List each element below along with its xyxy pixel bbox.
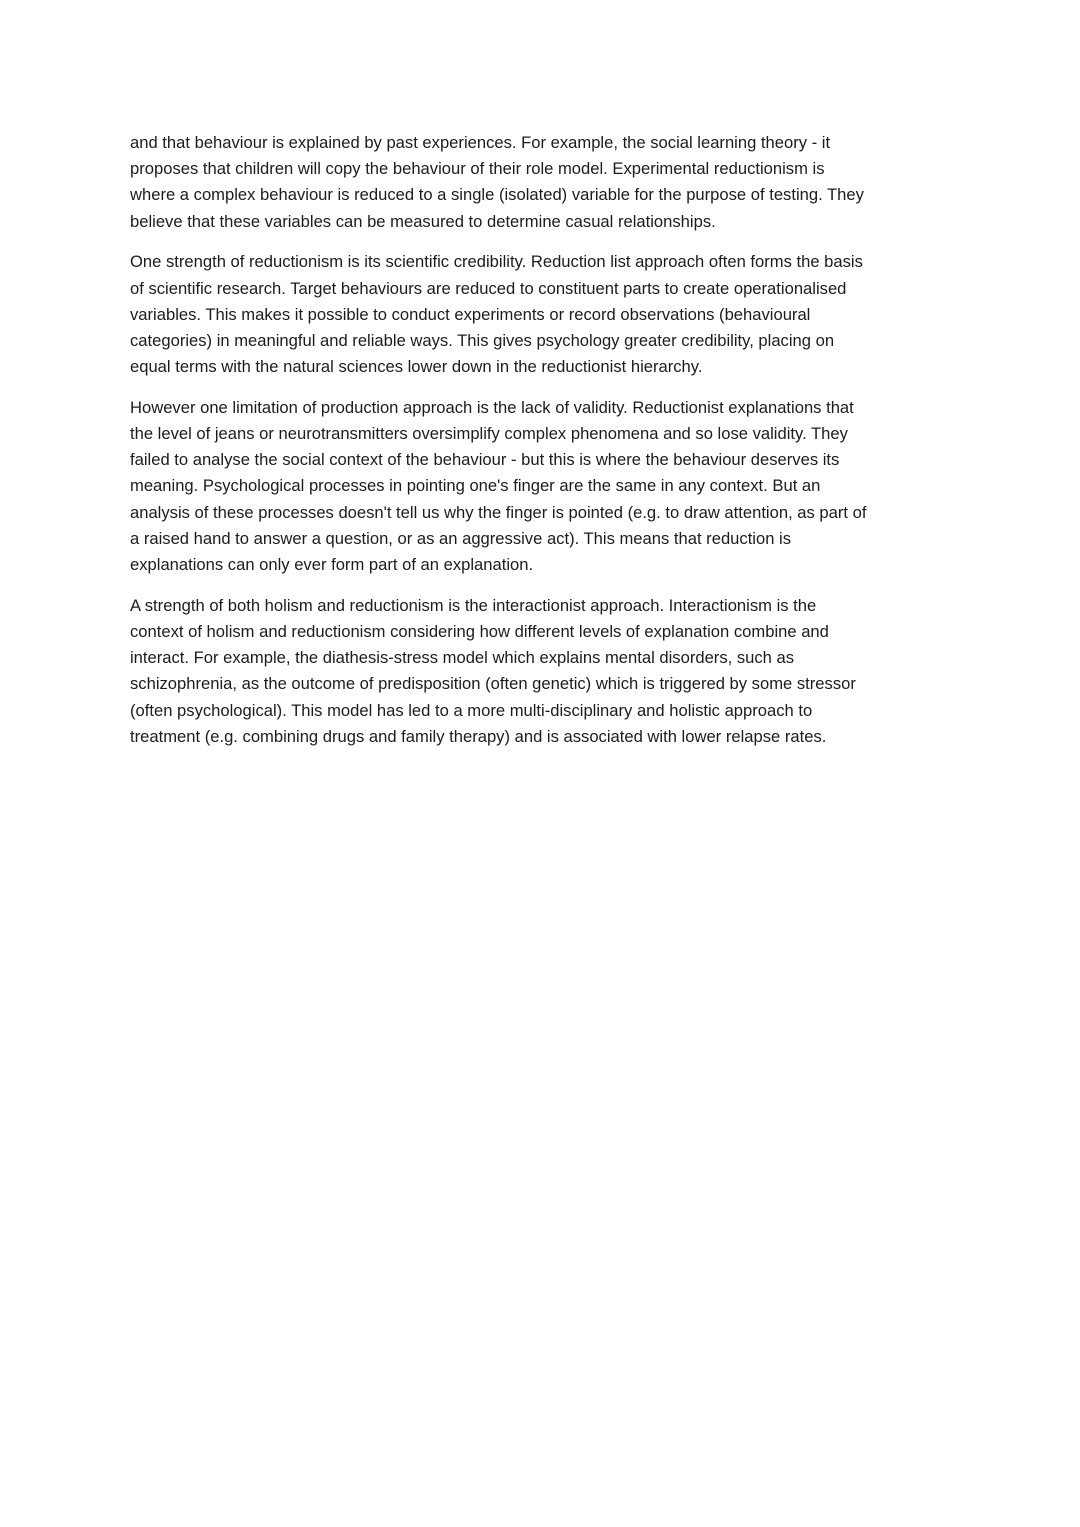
text-line: A strength of both holism and reductionism is the interactionist approach. Interactionism is the xyxy=(130,595,817,615)
text-line: the level of jeans or neurotransmitters oversimplify complex phenomena and so lose validity. They xyxy=(130,424,848,444)
text-line: schizophrenia, as the outcome of predisposition (often genetic) which is triggered by some stressor xyxy=(130,674,856,694)
text-line: variables. This makes it possible to conduct experiments or record observations (behavioural xyxy=(130,304,811,324)
text-line: explanations can only ever form part of an explanation. xyxy=(130,555,534,575)
paragraph-1 xyxy=(130,130,960,235)
text-line: categories) in meaningful and reliable ways. This gives psychology greater credibility, placing on xyxy=(130,330,835,350)
paragraph-2 xyxy=(130,249,960,380)
text-line: believe that these variables can be measured to determine casual relationships. xyxy=(130,211,716,231)
text-line: analysis of these processes doesn't tell us why the finger is pointed (e.g. to draw attention, as part of xyxy=(130,502,867,522)
paragraph-4 xyxy=(130,593,960,750)
text-line: treatment (e.g. combining drugs and family therapy) and is associated with lower relapse rates. xyxy=(130,726,827,746)
text-line: a raised hand to answer a question, or as an aggressive act). This means that reduction is xyxy=(130,528,792,548)
document-body xyxy=(130,130,960,764)
text-line: One strength of reductionism is its scientific credibility. Reduction list approach often forms the basis xyxy=(130,252,863,272)
text-line: equal terms with the natural sciences lower down in the reductionist hierarchy. xyxy=(130,357,703,377)
text-line: proposes that children will copy the behaviour of their role model. Experimental reductionism is xyxy=(130,159,825,179)
text-line: (often psychological). This model has led to a more multi-disciplinary and holistic approach to xyxy=(130,700,813,720)
text-line: failed to analyse the social context of the behaviour - but this is where the behaviour deserves its xyxy=(130,450,840,470)
text-line: and that behaviour is explained by past experiences. For example, the social learning theory - it xyxy=(130,133,831,152)
text-line: meaning. Psychological processes in pointing one's finger are the same in any context. But an xyxy=(130,476,821,496)
text-line: interact. For example, the diathesis-stress model which explains mental disorders, such as xyxy=(130,648,795,668)
paragraph-3 xyxy=(130,395,960,578)
text-line: context of holism and reductionism considering how different levels of explanation combine and xyxy=(130,621,829,641)
text-line: However one limitation of production approach is the lack of validity. Reductionist explanations that xyxy=(130,397,854,417)
text-line: where a complex behaviour is reduced to a single (isolated) variable for the purpose of testing. They xyxy=(130,185,864,205)
text-line: of scientific research. Target behaviours are reduced to constituent parts to create operationalised xyxy=(130,278,847,298)
